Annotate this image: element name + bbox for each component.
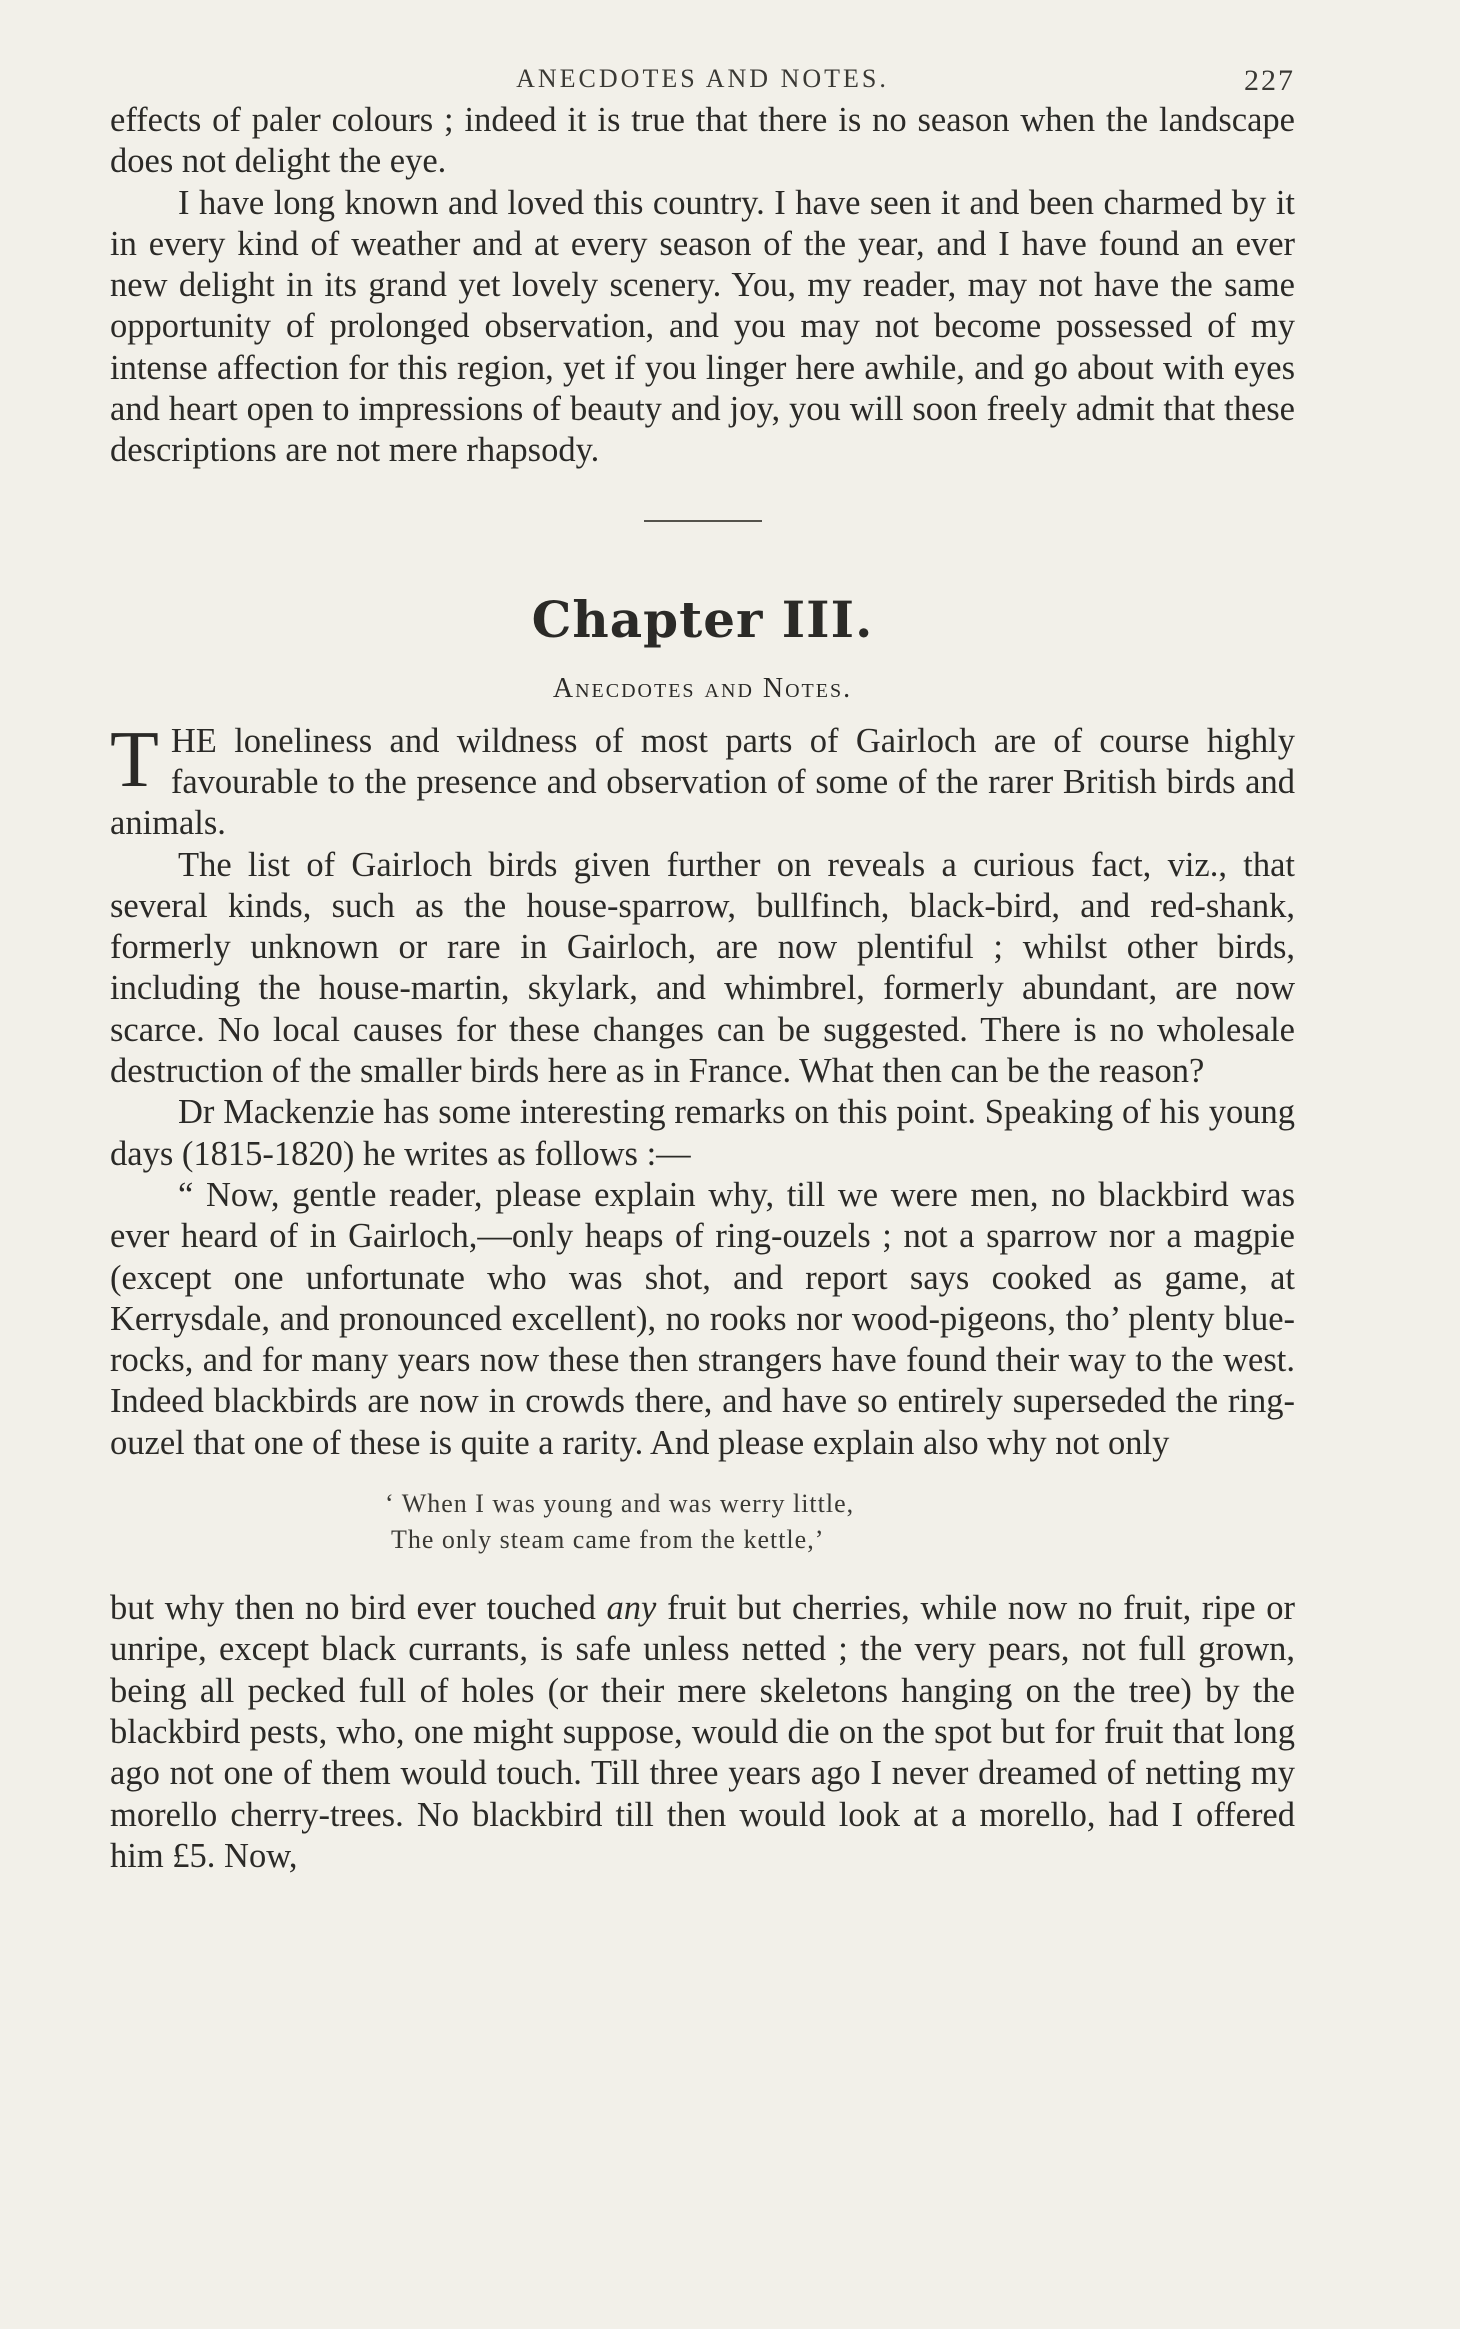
verse-line: The only steam came from the kettle,’ xyxy=(391,1525,825,1555)
running-head xyxy=(110,60,1295,100)
paragraph-bird-list: The list of Gairloch birds given further on reveals a curious fact, viz., that several kinds, such as the house-sparrow, bullfinch, black-bird, and red-shank, formerly unknown or rare in Gairloch, are now plentiful ; whilst other birds, including the house-martin, skylark, and whimbrel, formerly abundant, are now scarce. No local causes for these changes can be suggested. There is no wholesale destruction of the smaller birds here as in France. What then can be the reason? xyxy=(110,845,1295,1091)
verse-quote xyxy=(110,1486,1295,1558)
drop-cap: T xyxy=(110,715,159,804)
page-number: 227 xyxy=(1244,64,1295,97)
chapter-title: Chapter III. xyxy=(531,589,874,649)
fruit-text-start: but why then no bird ever touched xyxy=(110,1589,607,1628)
opening-text: HE loneliness and wildness of most parts of Gairloch are of course highly favourable to the presence and observation of some of the rarer British birds and animals. xyxy=(110,721,1295,843)
book-page xyxy=(110,60,1295,1877)
chapter-subtitle: Anecdotes and Notes. xyxy=(552,672,853,704)
chapter-opening-paragraph xyxy=(110,715,1295,845)
emphasis-any: any xyxy=(606,1589,657,1628)
paragraph-country: I have long known and loved this country. I have seen it and been charmed by it in every kind of weather and at every season of the year, and I have found an ever new delight in its grand yet lovely scenery. You, my reader, may not have the same opportunity of prolonged observation, and you may not become possessed of my intense affection for this region, yet if you linger here awhile, and go about with eyes and heart open to impressions of beauty and joy, you will soon freely admit that these descriptions are not mere rhapsody. xyxy=(110,183,1295,470)
verse-line: ‘ When I was young and was werry little, xyxy=(385,1489,855,1519)
paragraph-dr-mackenzie: Dr Mackenzie has some interesting remarks on this point. Speaking of his young days (1815-1820) he writes as follows :— xyxy=(110,1093,1295,1173)
paragraph-continued: effects of paler colours ; indeed it is true that there is no season when the landscape does not delight the eye. xyxy=(110,101,1295,181)
paragraph-fruit xyxy=(110,1588,1295,1877)
running-title: ANECDOTES AND NOTES. xyxy=(516,64,889,93)
section-divider xyxy=(644,520,762,522)
fruit-text-end: fruit but cherries, while now no fruit, ripe or unripe, except black currants, is safe unless netted ; the very pears, not full grown, being all pecked full of holes (or their mere skeletons hanging on the tree) by the blackbird pests, who, one might suppose, would die on the spot but for fruit that long ago not one of them would touch. Till three years ago I never dreamed of netting my morello cherry-trees. No blackbird till then would look at a morello, had I offered him £5. Now, xyxy=(110,1589,1296,1875)
paragraph-quotation: “ Now, gentle reader, please explain why, till we were men, no blackbird was ever heard of in Gairloch,—only heaps of ring-ouzels ; not a sparrow nor a magpie (except one unfortunate who was shot, and report says cooked as game, at Kerrysdale, and pronounced excellent), no rooks nor wood-pigeons, tho’ plenty blue-rocks, and for many years now these then strangers have found their way to the west. Indeed blackbirds are now in crowds there, and have so entirely superseded the ring-ouzel that one of these is quite a rarity. And please explain also why not only xyxy=(110,1175,1295,1462)
